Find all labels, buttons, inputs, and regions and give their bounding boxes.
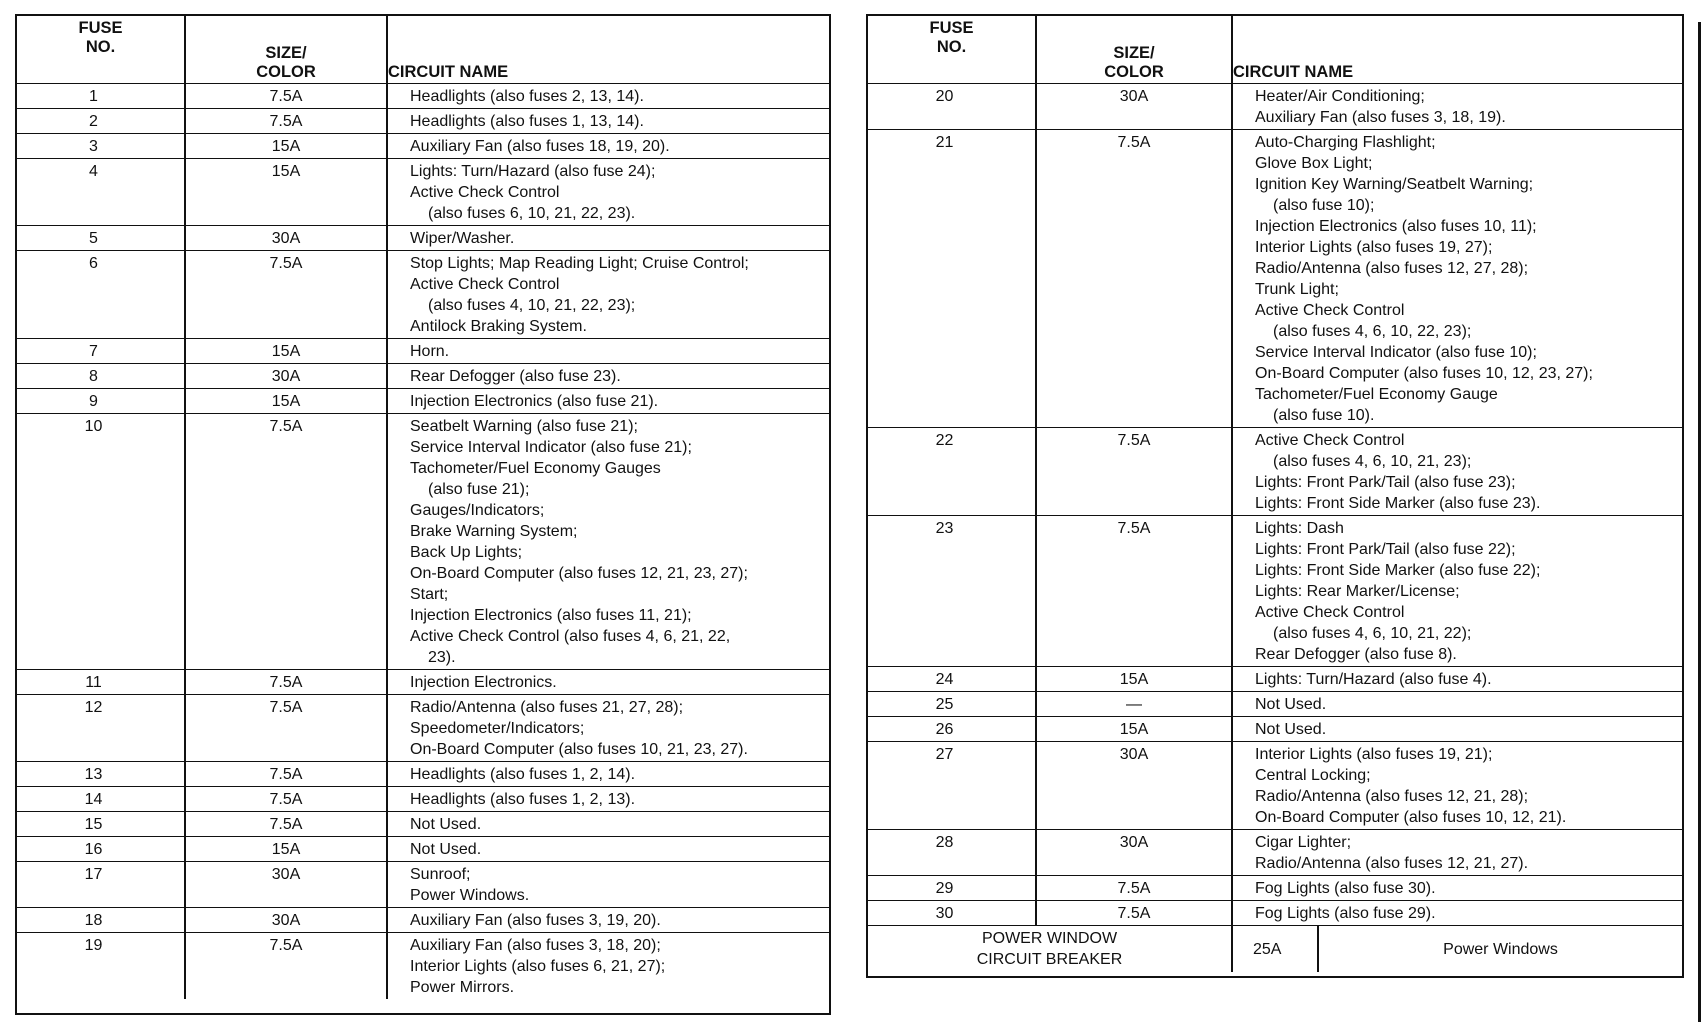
fuse-number: 1 (17, 84, 185, 109)
circuit-name (387, 389, 829, 414)
fuse-row (17, 389, 829, 414)
size-color-header-line1: SIZE/ (1113, 44, 1155, 62)
circuit-line: Heater/Air Conditioning; (1255, 88, 1425, 105)
circuit-line: (also fuses 4, 6, 10, 22, 23); (1273, 323, 1472, 340)
fuse-number: 23 (868, 516, 1036, 667)
fuse-row (868, 130, 1682, 428)
circuit-line: Active Check Control (410, 276, 560, 293)
left-fuse-table-panel (15, 14, 831, 1015)
circuit-name (387, 670, 829, 695)
circuit-line: On-Board Computer (also fuses 10, 21, 23, 27). (410, 741, 748, 758)
fuse-number: 20 (868, 84, 1036, 130)
fuse-size: 30A (185, 862, 387, 908)
fuse-size: 7.5A (185, 251, 387, 339)
size-color-header-line1: SIZE/ (265, 44, 307, 62)
circuit-line: Trunk Light; (1255, 281, 1339, 298)
circuit-line: Auxiliary Fan (also fuses 18, 19, 20). (410, 138, 670, 155)
circuit-name (387, 159, 829, 226)
circuit-line: Interior Lights (also fuses 19, 27); (1255, 239, 1493, 256)
circuit-line: Glove Box Light; (1255, 155, 1373, 172)
circuit-name (1232, 830, 1682, 876)
fuse-row (17, 670, 829, 695)
fuse-size: 30A (1036, 830, 1232, 876)
fuse-size: 15A (1036, 667, 1232, 692)
fuse-size: 15A (185, 389, 387, 414)
circuit-line: (also fuses 6, 10, 21, 22, 23). (428, 205, 636, 222)
fuse-row (17, 414, 829, 670)
circuit-name (1232, 692, 1682, 717)
fuse-number: 15 (17, 812, 185, 837)
circuit-name (387, 364, 829, 389)
fuse-number: 22 (868, 428, 1036, 516)
fuse-number: 30 (868, 901, 1036, 926)
fuse-row (17, 134, 829, 159)
circuit-line: Not Used. (1255, 696, 1327, 713)
fuse-number: 26 (868, 717, 1036, 742)
circuit-line: Ignition Key Warning/Seatbelt Warning; (1255, 176, 1534, 193)
circuit-line: Auxiliary Fan (also fuses 3, 18, 20); (410, 937, 661, 954)
circuit-name (387, 812, 829, 837)
fuse-number: 11 (17, 670, 185, 695)
fuse-size: — (1036, 692, 1232, 717)
circuit-name (387, 933, 829, 1000)
circuit-name (387, 251, 829, 339)
fuse-row (17, 837, 829, 862)
circuit-name (1232, 667, 1682, 692)
fuse-row (17, 84, 829, 109)
fuse-row (17, 908, 829, 933)
circuit-line: Not Used. (1255, 721, 1327, 738)
circuit-line: On-Board Computer (also fuses 12, 21, 23, 27); (410, 565, 748, 582)
size-color-header-line2: COLOR (1104, 63, 1164, 81)
circuit-name (387, 109, 829, 134)
fuse-row (868, 428, 1682, 516)
circuit-name (387, 862, 829, 908)
fuse-number: 4 (17, 159, 185, 226)
circuit-line: Radio/Antenna (also fuses 12, 21, 27). (1255, 855, 1529, 872)
circuit-line: Lights: Turn/Hazard (also fuse 24); (410, 163, 656, 180)
fuse-size: 30A (1036, 742, 1232, 830)
fuse-number: 12 (17, 695, 185, 762)
page-edge-rule (1698, 22, 1701, 1022)
circuit-line: Stop Lights; Map Reading Light; Cruise Control; (410, 255, 749, 272)
fuse-size: 7.5A (185, 812, 387, 837)
circuit-line: Lights: Rear Marker/License; (1255, 583, 1460, 600)
circuit-line: Horn. (410, 343, 450, 360)
circuit-name (387, 339, 829, 364)
circuit-line: Interior Lights (also fuses 19, 21); (1255, 746, 1493, 763)
circuit-line: Seatbelt Warning (also fuse 21); (410, 418, 638, 435)
fuse-size: 7.5A (185, 695, 387, 762)
fuse-row (17, 159, 829, 226)
fuse-row (868, 84, 1682, 130)
fuse-size: 7.5A (1036, 876, 1232, 901)
circuit-line: Rear Defogger (also fuse 8). (1255, 646, 1457, 663)
circuit-line: Auxiliary Fan (also fuses 3, 18, 19). (1255, 109, 1506, 126)
fuse-row (17, 812, 829, 837)
circuit-name (1232, 717, 1682, 742)
fuse-number: 28 (868, 830, 1036, 876)
fuse-size: 7.5A (185, 933, 387, 1000)
circuit-name (387, 762, 829, 787)
circuit-line: Brake Warning System; (410, 523, 578, 540)
fuse-number: 13 (17, 762, 185, 787)
fuse-number: 14 (17, 787, 185, 812)
breaker-name: Power Windows (1318, 926, 1682, 973)
fuse-row (868, 516, 1682, 667)
fuse-number: 17 (17, 862, 185, 908)
circuit-line: Headlights (also fuses 1, 13, 14). (410, 113, 644, 130)
right-fuse-table-panel (866, 14, 1684, 978)
circuit-line: Not Used. (410, 816, 482, 833)
fuse-number: 10 (17, 414, 185, 670)
breaker-label (868, 926, 1232, 973)
fuse-size: 7.5A (185, 762, 387, 787)
circuit-line: Injection Electronics. (410, 674, 557, 691)
table-header-row (868, 16, 1682, 84)
fuse-row (17, 862, 829, 908)
fuse-row (868, 667, 1682, 692)
fuse-row (868, 901, 1682, 926)
circuit-line: Speedometer/Indicators; (410, 720, 585, 737)
circuit-line: Lights: Dash (1255, 520, 1344, 537)
circuit-line: Lights: Front Side Marker (also fuse 22); (1255, 562, 1541, 579)
fuse-no-header-line2: NO. (85, 38, 116, 56)
fuse-number: 18 (17, 908, 185, 933)
circuit-line: (also fuses 4, 6, 10, 21, 23); (1273, 453, 1472, 470)
circuit-name (1232, 516, 1682, 667)
right-fuse-table (868, 16, 1682, 925)
circuit-line: Headlights (also fuses 2, 13, 14). (410, 88, 644, 105)
fuse-number: 27 (868, 742, 1036, 830)
fuse-number: 29 (868, 876, 1036, 901)
fuse-size: 30A (1036, 84, 1232, 130)
fuse-number: 2 (17, 109, 185, 134)
circuit-name (387, 226, 829, 251)
circuit-line: Rear Defogger (also fuse 23). (410, 368, 621, 385)
circuit-line: Interior Lights (also fuses 6, 21, 27); (410, 958, 666, 975)
circuit-line: Wiper/Washer. (410, 230, 515, 247)
fuse-size: 15A (185, 134, 387, 159)
circuit-line: Headlights (also fuses 1, 2, 14). (410, 766, 636, 783)
circuit-name (387, 695, 829, 762)
circuit-line: Power Mirrors. (410, 979, 515, 996)
circuit-line: Lights: Front Park/Tail (also fuse 22); (1255, 541, 1516, 558)
fuse-size: 7.5A (185, 787, 387, 812)
fuse-row (17, 933, 829, 1000)
fuse-row (17, 339, 829, 364)
fuse-row (17, 251, 829, 339)
circuit-line: Gauges/Indicators; (410, 502, 545, 519)
circuit-name-header: CIRCUIT NAME (1232, 16, 1682, 84)
circuit-line: Injection Electronics (also fuses 11, 21); (410, 607, 692, 624)
fuse-no-header-line1: FUSE (929, 19, 974, 37)
fuse-size: 7.5A (185, 670, 387, 695)
circuit-line: Central Locking; (1255, 767, 1371, 784)
circuit-name-header: CIRCUIT NAME (387, 16, 829, 84)
circuit-line: Headlights (also fuses 1, 2, 13). (410, 791, 636, 808)
circuit-line: (also fuse 10). (1273, 407, 1375, 424)
circuit-name (1232, 84, 1682, 130)
circuit-line: Start; (410, 586, 449, 603)
fuse-no-header (17, 16, 185, 84)
breaker-label-line1: POWER WINDOW (981, 930, 1118, 947)
fuse-row (868, 876, 1682, 901)
circuit-line: (also fuse 10); (1273, 197, 1375, 214)
circuit-line: Not Used. (410, 841, 482, 858)
circuit-line: (also fuses 4, 6, 10, 21, 22); (1273, 625, 1472, 642)
fuse-size: 15A (185, 159, 387, 226)
fuse-row (868, 742, 1682, 830)
circuit-line: Sunroof; (410, 866, 471, 883)
fuse-number: 19 (17, 933, 185, 1000)
fuse-size: 30A (185, 908, 387, 933)
circuit-line: Auto-Charging Flashlight; (1255, 134, 1436, 151)
fuse-row (868, 830, 1682, 876)
fuse-number: 5 (17, 226, 185, 251)
circuit-line: Radio/Antenna (also fuses 12, 21, 28); (1255, 788, 1529, 805)
circuit-name (1232, 742, 1682, 830)
fuse-row (17, 226, 829, 251)
fuse-number: 25 (868, 692, 1036, 717)
circuit-line: Power Windows. (410, 887, 530, 904)
circuit-line: Active Check Control (1255, 432, 1405, 449)
fuse-size: 7.5A (1036, 428, 1232, 516)
circuit-breaker-row (868, 926, 1682, 973)
circuit-name (387, 84, 829, 109)
circuit-name (387, 134, 829, 159)
fuse-number: 3 (17, 134, 185, 159)
size-color-header (185, 16, 387, 84)
circuit-breaker-table (868, 925, 1682, 972)
fuse-number: 24 (868, 667, 1036, 692)
fuse-no-header (868, 16, 1036, 84)
circuit-line: Radio/Antenna (also fuses 12, 27, 28); (1255, 260, 1529, 277)
fuse-size: 30A (185, 226, 387, 251)
circuit-line: Fog Lights (also fuse 30). (1255, 880, 1436, 897)
fuse-row (17, 762, 829, 787)
fuse-number: 8 (17, 364, 185, 389)
circuit-name (1232, 876, 1682, 901)
fuse-row (17, 787, 829, 812)
left-fuse-table (17, 16, 829, 999)
fuse-size: 7.5A (1036, 130, 1232, 428)
circuit-line: Cigar Lighter; (1255, 834, 1352, 851)
fuse-size: 7.5A (185, 84, 387, 109)
circuit-line: Auxiliary Fan (also fuses 3, 19, 20). (410, 912, 661, 929)
fuse-no-header-line2: NO. (936, 38, 967, 56)
circuit-line: (also fuses 4, 10, 21, 22, 23); (428, 297, 636, 314)
circuit-line: Tachometer/Fuel Economy Gauge (1255, 386, 1498, 403)
circuit-line: On-Board Computer (also fuses 10, 12, 23, 27); (1255, 365, 1593, 382)
circuit-line: Injection Electronics (also fuse 21). (410, 393, 659, 410)
circuit-line: Fog Lights (also fuse 29). (1255, 905, 1436, 922)
fuse-number: 21 (868, 130, 1036, 428)
fuse-number: 16 (17, 837, 185, 862)
circuit-line: Active Check Control (also fuses 4, 6, 21, 22, (410, 628, 731, 645)
fuse-row (17, 109, 829, 134)
circuit-line: Service Interval Indicator (also fuse 10); (1255, 344, 1537, 361)
circuit-name (1232, 130, 1682, 428)
circuit-line: Lights: Turn/Hazard (also fuse 4). (1255, 671, 1492, 688)
circuit-name (387, 414, 829, 670)
size-color-header-line2: COLOR (256, 63, 316, 81)
circuit-line: Active Check Control (1255, 604, 1405, 621)
breaker-size: 25A (1232, 926, 1318, 973)
circuit-name (1232, 428, 1682, 516)
fuse-size: 7.5A (185, 109, 387, 134)
fuse-size: 15A (1036, 717, 1232, 742)
circuit-line: Back Up Lights; (410, 544, 523, 561)
fuse-number: 9 (17, 389, 185, 414)
fuse-row (17, 695, 829, 762)
circuit-line: Lights: Front Park/Tail (also fuse 23); (1255, 474, 1516, 491)
circuit-line: Injection Electronics (also fuses 10, 11); (1255, 218, 1537, 235)
fuse-row (17, 364, 829, 389)
circuit-line: Active Check Control (410, 184, 560, 201)
circuit-line: Lights: Front Side Marker (also fuse 23). (1255, 495, 1541, 512)
fuse-size: 7.5A (185, 414, 387, 670)
circuit-line: (also fuse 21); (428, 481, 530, 498)
circuit-line: Service Interval Indicator (also fuse 21); (410, 439, 692, 456)
fuse-number: 6 (17, 251, 185, 339)
fuse-size: 15A (185, 837, 387, 862)
fuse-row (868, 692, 1682, 717)
fuse-number: 7 (17, 339, 185, 364)
circuit-name (387, 908, 829, 933)
size-color-header (1036, 16, 1232, 84)
circuit-line: 23). (428, 649, 456, 666)
fuse-row (868, 717, 1682, 742)
fuse-size: 7.5A (1036, 901, 1232, 926)
fuse-size: 15A (185, 339, 387, 364)
circuit-line: On-Board Computer (also fuses 10, 12, 21). (1255, 809, 1567, 826)
circuit-name (1232, 901, 1682, 926)
fuse-size: 7.5A (1036, 516, 1232, 667)
circuit-name (387, 837, 829, 862)
circuit-line: Radio/Antenna (also fuses 21, 27, 28); (410, 699, 684, 716)
fuse-size: 30A (185, 364, 387, 389)
table-header-row (17, 16, 829, 84)
circuit-line: Antilock Braking System. (410, 318, 587, 335)
fuse-no-header-line1: FUSE (78, 19, 123, 37)
circuit-line: Tachometer/Fuel Economy Gauges (410, 460, 661, 477)
circuit-name (387, 787, 829, 812)
circuit-line: Active Check Control (1255, 302, 1405, 319)
breaker-label-line2: CIRCUIT BREAKER (976, 951, 1123, 968)
